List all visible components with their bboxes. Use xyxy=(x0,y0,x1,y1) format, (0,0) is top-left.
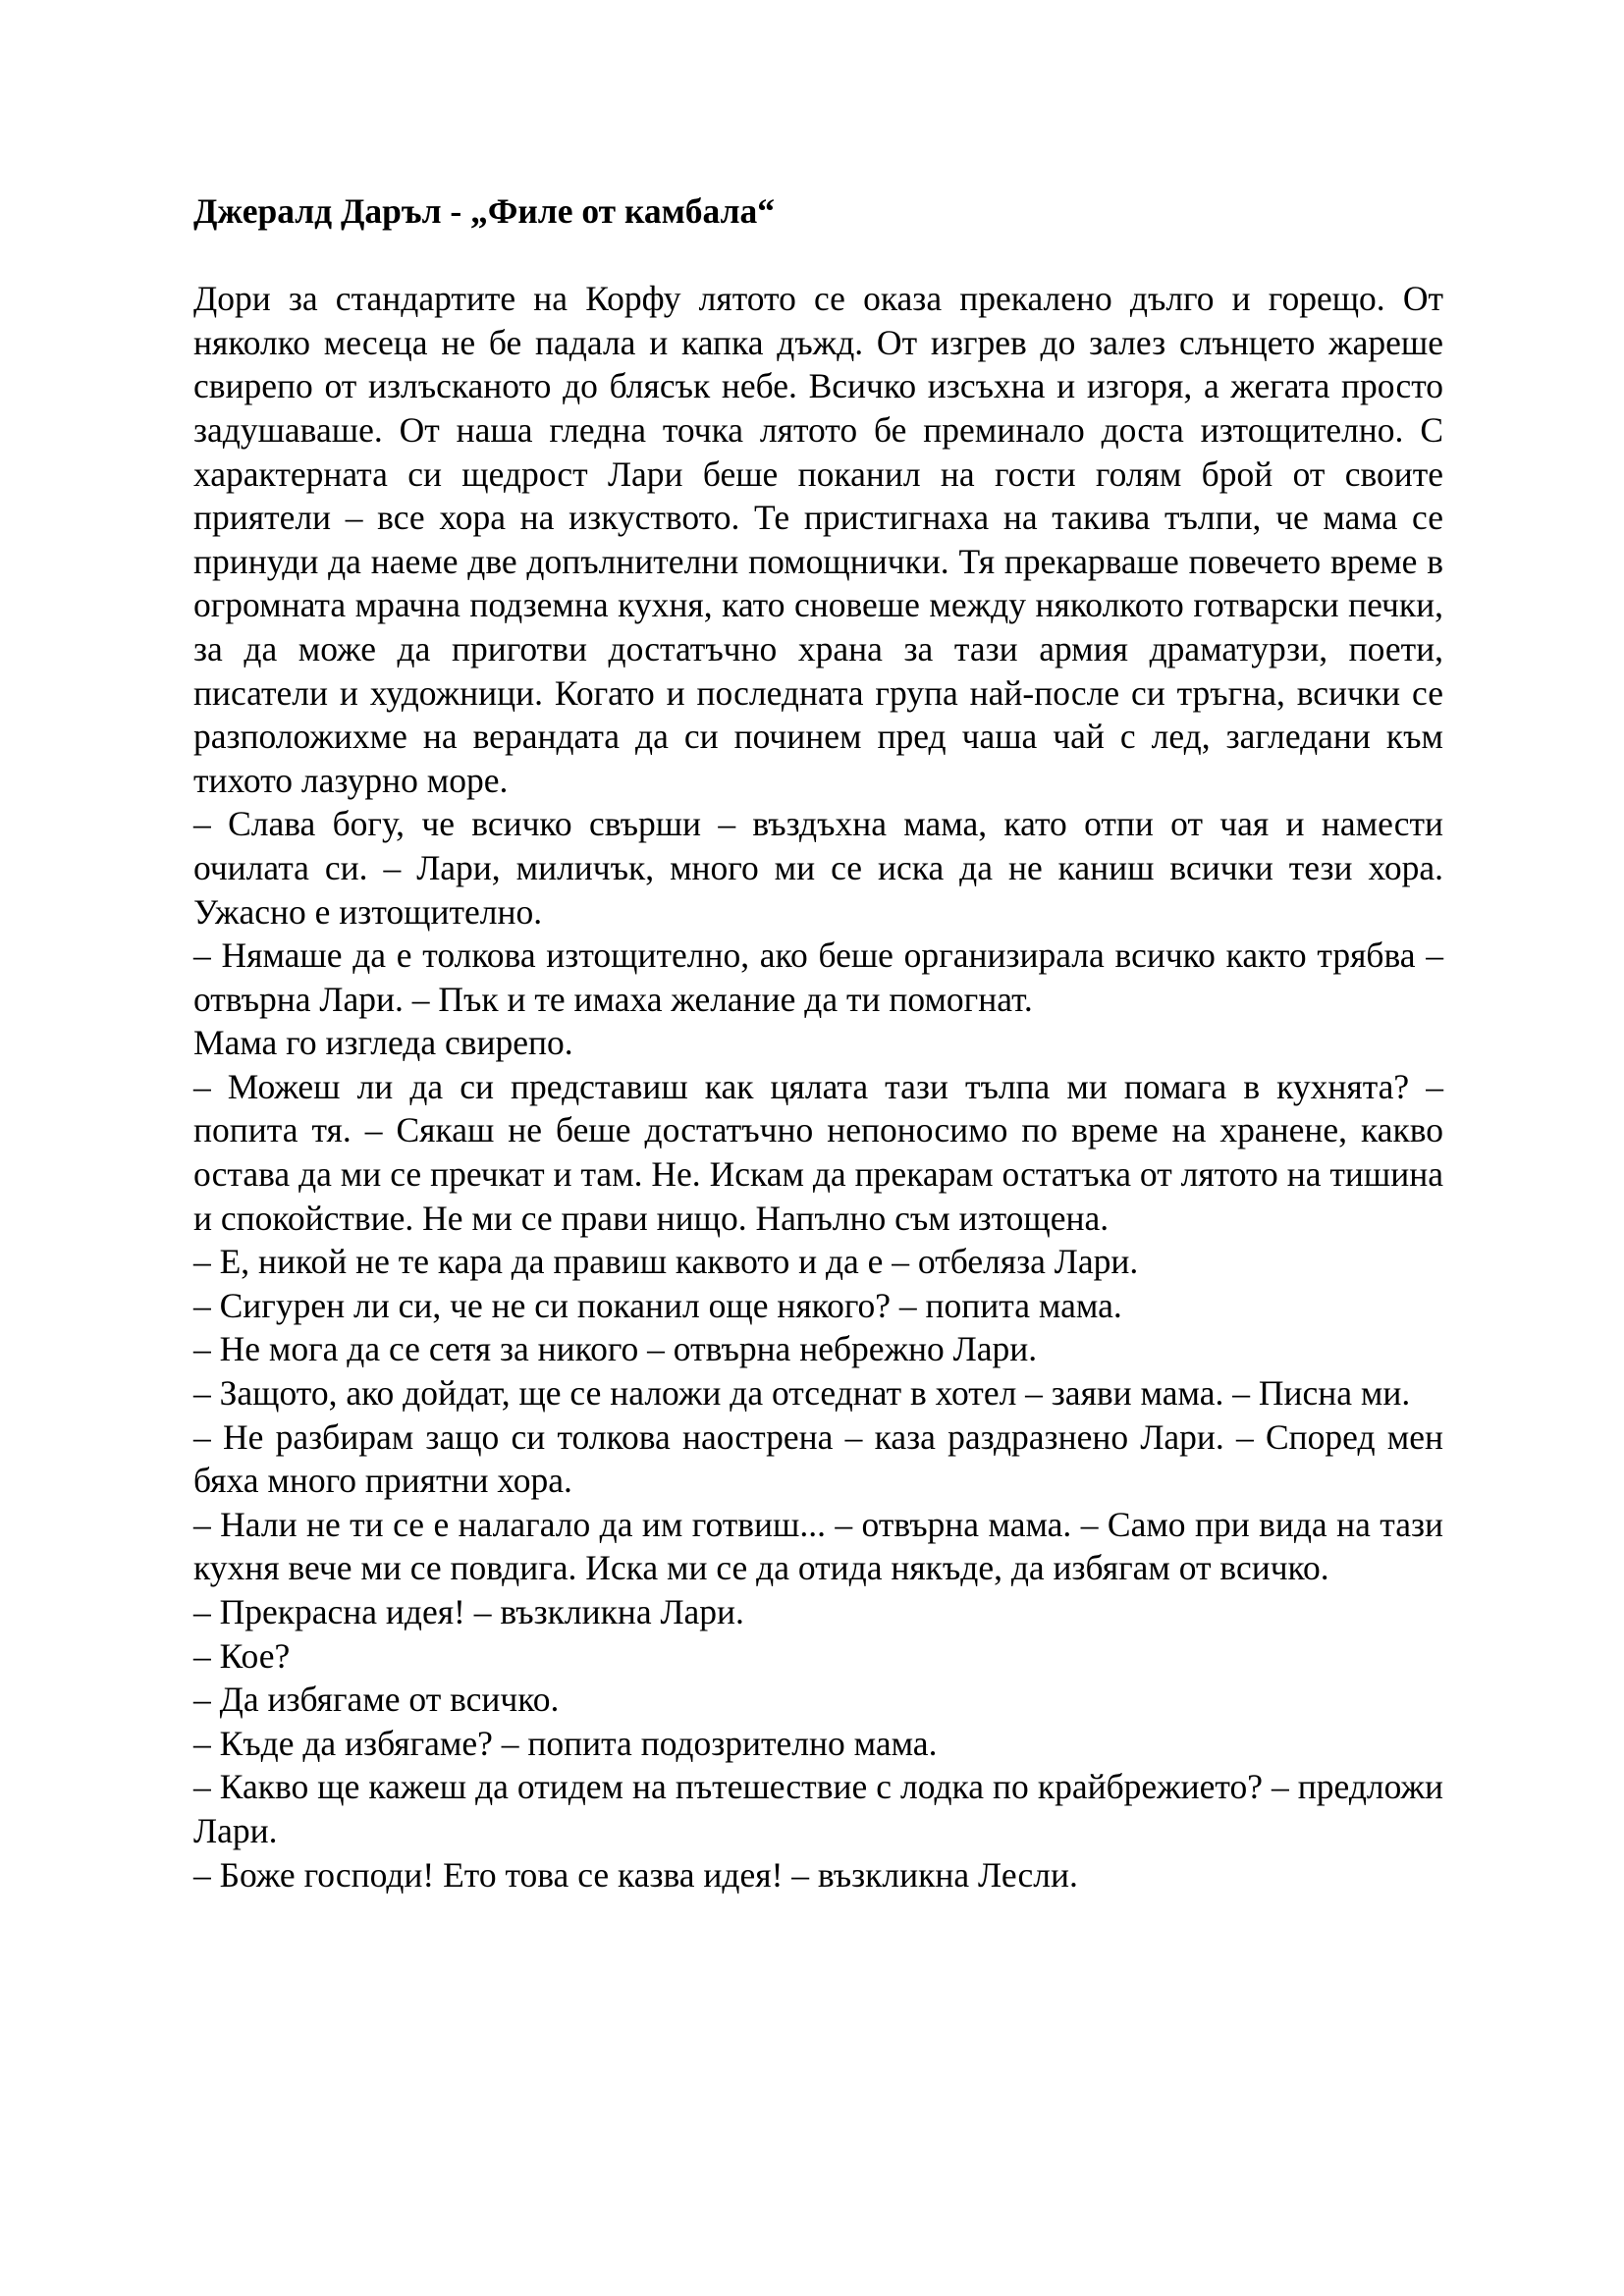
dialogue-paragraph: – Прекрасна идея! – възкликна Лари. xyxy=(193,1592,744,1631)
document-page xyxy=(193,189,1443,1896)
dialogue-paragraph: – Нямаше да е толкова изтощително, ако беше организирала всичко както трябва – отвърна Лари. – Пък и те имаха желание да ти помогнат. xyxy=(193,935,1443,1019)
dialogue-paragraph: – Можеш ли да си представиш как цялата тази тълпа ми помага в кухнята? – попита тя. – Сякаш не беше достатъчно непоносимо по време на хранене, какво остава да ми се пречкат и там. Не. Искам да прекарам остатъка от лятото на тишина и спокойствие. Не ми се прави нищо. Напълно съм изтощена. xyxy=(193,1066,1443,1238)
dialogue-paragraph: – Боже господи! Ето това се казва идея! – възкликна Лесли. xyxy=(193,1854,1078,1895)
dialogue-paragraph: – Да избягаме от всичко. xyxy=(193,1680,560,1720)
document-title: Джералд Даръл - „Филе от камбала“ xyxy=(193,191,776,231)
intro-paragraph: Дори за стандартите на Корфу лятото се оказа прекалено дълго и горещо. От няколко месеца не бе падала и капка дъжд. От изгрев до залез слънцето жареше свирепо от излъсканото до блясък небе. Всичко изсъхна и изгоря, а жегата просто задушаваше. От наша гледна точка лятото бе преминало доста изтощително. С характерната си щедрост Лари беше поканил на гости голям брой от своите приятели – все хора на изкуството. Те пристигнаха на такива тълпи, че мама се принуди да наеме две допълнителни помощнички. Тя прекарваше повечето време в огромната мрачна подземна кухня, като сновеше между няколкото готварски печки, за да може да приготви достатъчно храна за тази армия драматурзи, поети, писатели и художници. Когато и последната група най-после си тръгна, всички се разположихме на верандата да си починем пред чаша чай с лед, загледани към тихото лазурно море. xyxy=(193,279,1443,800)
dialogue-paragraph: – Слава богу, че всичко свърши – въздъхна мама, като отпи от чая и намести очилата си. – Лари, миличък, много ми се иска да не каниш всички тези хора. Ужасно е изтощително. xyxy=(193,804,1443,932)
dialogue-paragraph: Мама го изгледа свирепо. xyxy=(193,1023,573,1063)
dialogue-paragraph: – Кое? xyxy=(193,1635,291,1676)
dialogue-paragraph: – Защото, ако дойдат, ще се наложи да отседнат в хотел – заяви мама. – Писна ми. xyxy=(193,1373,1411,1414)
dialogue-paragraph: – Сигурен ли си, че не си поканил още някого? – попита мама. xyxy=(193,1285,1122,1325)
dialogue-paragraph: – Нали не ти се е налагало да им готвиш... – отвърна мама. – Само при вида на тази кухня вече ми се повдига. Иска ми се да отида някъде, да избягам от всичко. xyxy=(193,1504,1443,1588)
dialogue-paragraph: – Къде да избягаме? – попита подозрително мама. xyxy=(193,1723,938,1763)
dialogue-paragraph: – Не мога да се сетя за никого – отвърна небрежно Лари. xyxy=(193,1329,1038,1369)
dialogue-paragraph: – Е, никой не те кара да правиш каквото и да е – отбеляза Лари. xyxy=(193,1242,1139,1282)
dialogue-paragraph: – Не разбирам защо си толкова наострена – каза раздразнено Лари. – Според мен бяха много приятни хора. xyxy=(193,1416,1443,1501)
dialogue-paragraph: – Какво ще кажеш да отидем на пътешествие с лодка по крайбрежието? – предложи Лари. xyxy=(193,1767,1443,1850)
